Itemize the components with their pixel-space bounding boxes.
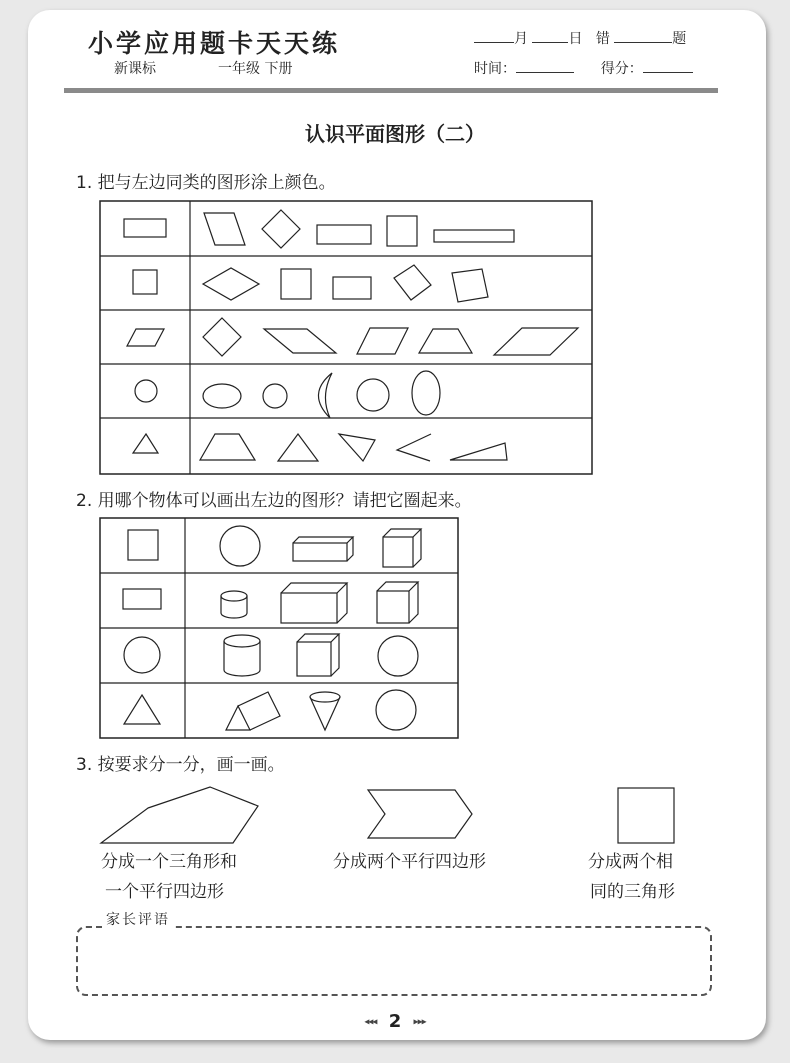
ref-rectangle <box>124 219 166 237</box>
caption-pentagon <box>101 847 237 907</box>
parent-comment-label: 家长评语 <box>102 909 174 929</box>
question-1: 1. 把与左边同类的图形涂上颜色。 <box>76 173 336 193</box>
pentagon-shape[interactable] <box>101 787 258 843</box>
option-triangular-prism[interactable] <box>226 692 280 730</box>
caption-square-line-2: 同的三角形 <box>590 882 675 902</box>
option-rectangular-prism[interactable] <box>281 583 347 623</box>
option-cylinder-small[interactable] <box>221 591 247 618</box>
option-vertical-ellipse[interactable] <box>412 371 440 415</box>
option-rectangle[interactable] <box>333 277 371 299</box>
edition-label: 新课标 <box>114 61 156 77</box>
option-sphere[interactable] <box>220 526 260 566</box>
wrong-label: 错 <box>595 31 610 47</box>
option-trapezoid[interactable] <box>200 434 255 460</box>
option-tilted-square[interactable] <box>394 265 431 300</box>
caption-pentagon-line-1: 分成一个三角形和 <box>101 852 237 872</box>
q2-table <box>100 518 458 738</box>
score-label: 得分： <box>600 61 643 77</box>
grade-label: 一年级 下册 <box>218 61 293 77</box>
option-crescent[interactable] <box>318 373 332 418</box>
option-tilted-square-2[interactable] <box>452 269 488 302</box>
caption-square <box>588 847 675 907</box>
right-arrows-icon: ▸▸▸ <box>413 1016 426 1028</box>
option-rectangular-prism[interactable] <box>293 537 353 561</box>
option-cube[interactable] <box>377 582 418 623</box>
option-cube[interactable] <box>383 529 421 567</box>
q2-row-square <box>128 526 421 567</box>
left-arrows-icon: ◂◂◂ <box>364 1016 377 1028</box>
q2-row-circle <box>124 634 418 676</box>
q2-row-triangle <box>124 690 416 730</box>
q1-row-circle <box>135 371 440 418</box>
time-label: 时间： <box>474 61 516 77</box>
ref-circle <box>124 637 160 673</box>
option-long-rectangle[interactable] <box>434 230 514 242</box>
q1-row-square <box>133 265 488 302</box>
caption-square-line-1: 分成两个相 <box>588 852 673 872</box>
caption-chevron: 分成两个平行四边形 <box>333 852 486 872</box>
option-parallelogram-1[interactable] <box>264 329 336 353</box>
page-number: 2 <box>388 1011 402 1032</box>
q1-table <box>100 201 592 474</box>
option-parallelogram-3[interactable] <box>494 328 578 355</box>
ref-circle <box>135 380 157 402</box>
option-cube[interactable] <box>297 634 339 676</box>
option-cylinder[interactable] <box>224 635 260 676</box>
option-circle[interactable] <box>263 384 287 408</box>
option-open-angle[interactable] <box>397 434 431 461</box>
square-shape[interactable] <box>618 788 674 843</box>
option-ellipse[interactable] <box>203 384 241 408</box>
option-square[interactable] <box>387 216 417 246</box>
q2-row-rectangle <box>123 582 418 623</box>
q1-row-triangle <box>133 434 507 461</box>
q1-row-rectangle <box>124 210 514 248</box>
option-sphere[interactable] <box>378 636 418 676</box>
option-diamond[interactable] <box>262 210 300 248</box>
ref-rectangle <box>123 589 161 609</box>
option-parallelogram[interactable] <box>204 213 245 245</box>
option-square[interactable] <box>281 269 311 299</box>
option-rhombus[interactable] <box>203 268 259 300</box>
question-2: 2. 用哪个物体可以画出左边的图形？请把它圈起来。 <box>76 491 472 511</box>
parent-comment-box[interactable] <box>76 926 712 996</box>
option-triangle[interactable] <box>278 434 318 461</box>
ref-square <box>128 530 158 560</box>
month-label: 月 <box>514 31 528 47</box>
option-right-triangle[interactable] <box>339 434 375 461</box>
option-trapezoid[interactable] <box>419 329 472 353</box>
question-3: 3. 按要求分一分，画一画。 <box>76 755 285 775</box>
ref-triangle <box>124 695 160 724</box>
question-label: 题 <box>672 31 687 47</box>
option-rectangle[interactable] <box>317 225 371 244</box>
page-title: 认识平面图形（二） <box>305 122 485 146</box>
caption-pentagon-line-2: 一个平行四边形 <box>105 882 224 902</box>
ref-square <box>133 270 157 294</box>
chevron-shape[interactable] <box>368 790 472 838</box>
option-circle-large[interactable] <box>357 379 389 411</box>
ref-parallelogram <box>127 329 164 346</box>
option-cone[interactable] <box>310 692 340 730</box>
option-thin-triangle[interactable] <box>450 443 507 460</box>
ref-triangle <box>133 434 158 453</box>
brand-title: 小学应用题卡天天练 <box>88 29 341 58</box>
day-label: 日 <box>568 31 583 47</box>
option-sphere[interactable] <box>376 690 416 730</box>
page-footer <box>0 1011 790 1032</box>
q1-row-parallelogram <box>127 318 578 356</box>
option-diamond[interactable] <box>203 318 241 356</box>
option-parallelogram-2[interactable] <box>357 328 408 354</box>
